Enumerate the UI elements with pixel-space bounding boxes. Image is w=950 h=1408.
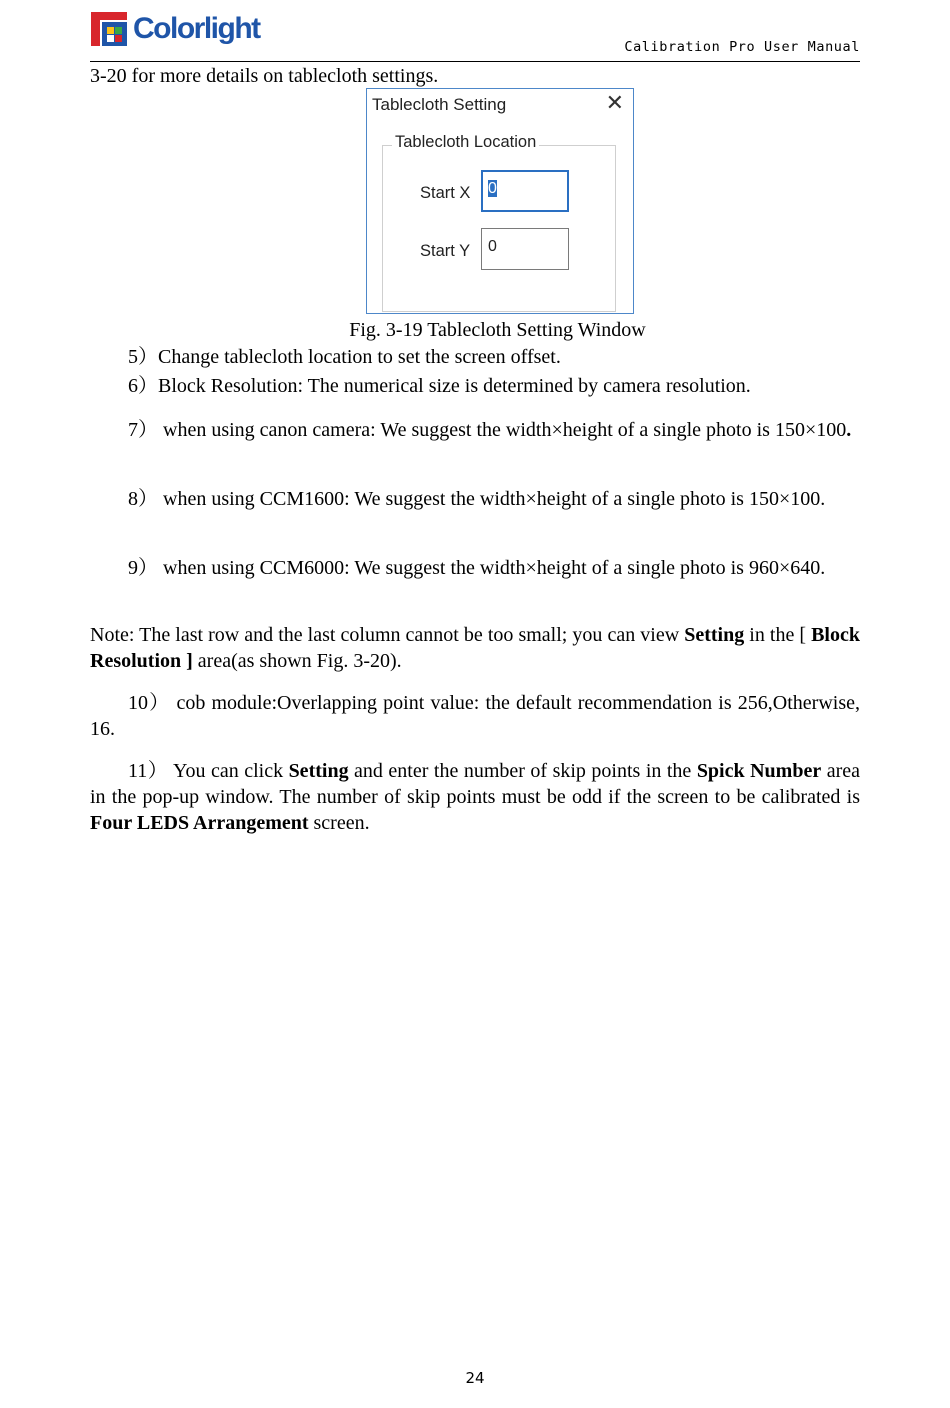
figure-caption: Fig. 3-19 Tablecloth Setting Window bbox=[349, 319, 646, 341]
item-11-text-1: 11） You can click bbox=[128, 760, 289, 782]
item-11-text-4: screen. bbox=[308, 812, 370, 834]
item-10: 10） cob module:Overlapping point value: the default recommendation is 256,Otherwise, 16. bbox=[90, 692, 860, 740]
note-text-2: in the [ bbox=[744, 624, 812, 646]
item-11-bold-setting: Setting bbox=[288, 760, 349, 782]
brand-logo bbox=[90, 9, 260, 49]
brand-name: Colorlight bbox=[133, 12, 260, 45]
start-y-value: 0 bbox=[488, 238, 497, 255]
start-x-value: 0 bbox=[488, 180, 497, 197]
header-divider bbox=[90, 61, 860, 62]
item-6: 6）Block Resolution: The numerical size is determined by camera resolution. bbox=[128, 375, 751, 397]
item-7-period: . bbox=[846, 419, 852, 441]
item-11-text-3: area in the pop-up window. The number of skip points must be odd if the screen to be calibrated is bbox=[90, 760, 861, 808]
item-8: 8） when using CCM1600: We suggest the width×height of a single photo is 150×100. bbox=[128, 488, 826, 510]
colorlight-logo-icon bbox=[90, 10, 130, 48]
item-7 bbox=[90, 417, 860, 443]
item-5: 5）Change tablecloth location to set the screen offset. bbox=[128, 346, 561, 368]
item-9: 9） when using CCM6000: We suggest the width×height of a single photo is 960×640. bbox=[128, 557, 826, 579]
note-paragraph bbox=[90, 622, 860, 674]
start-x-label: Start X bbox=[420, 184, 471, 202]
intro-line: 3-20 for more details on tablecloth settings. bbox=[90, 65, 439, 87]
note-bold-setting: Setting bbox=[684, 624, 745, 646]
note-bold-block-resolution: Block Resolution ] bbox=[90, 624, 860, 672]
item-7-text: 7） when using canon camera: We suggest the width×height of a single photo is 150×100 bbox=[128, 419, 847, 441]
start-y-label: Start Y bbox=[420, 242, 471, 260]
item-11-bold-four-leds: Four LEDS Arrangement bbox=[90, 812, 309, 834]
group-title: Tablecloth Location bbox=[392, 133, 539, 152]
dialog-title: Tablecloth Setting bbox=[372, 95, 507, 114]
note-text-3: area(as shown Fig. 3-20). bbox=[192, 650, 402, 672]
tablecloth-setting-dialog bbox=[366, 88, 634, 314]
item-11-bold-spick-number: Spick Number bbox=[696, 760, 822, 782]
item-11-text-2: and enter the number of skip points in the bbox=[348, 760, 697, 782]
manual-title: Calibration Pro User Manual bbox=[624, 39, 860, 55]
item-11 bbox=[90, 758, 860, 836]
page-number: 24 bbox=[465, 1369, 485, 1387]
note-text-1: Note: The last row and the last column cannot be too small; you can view bbox=[90, 624, 685, 646]
start-x-input[interactable] bbox=[481, 170, 569, 212]
close-icon[interactable]: ✕ bbox=[605, 91, 624, 116]
start-y-input[interactable] bbox=[481, 228, 569, 270]
